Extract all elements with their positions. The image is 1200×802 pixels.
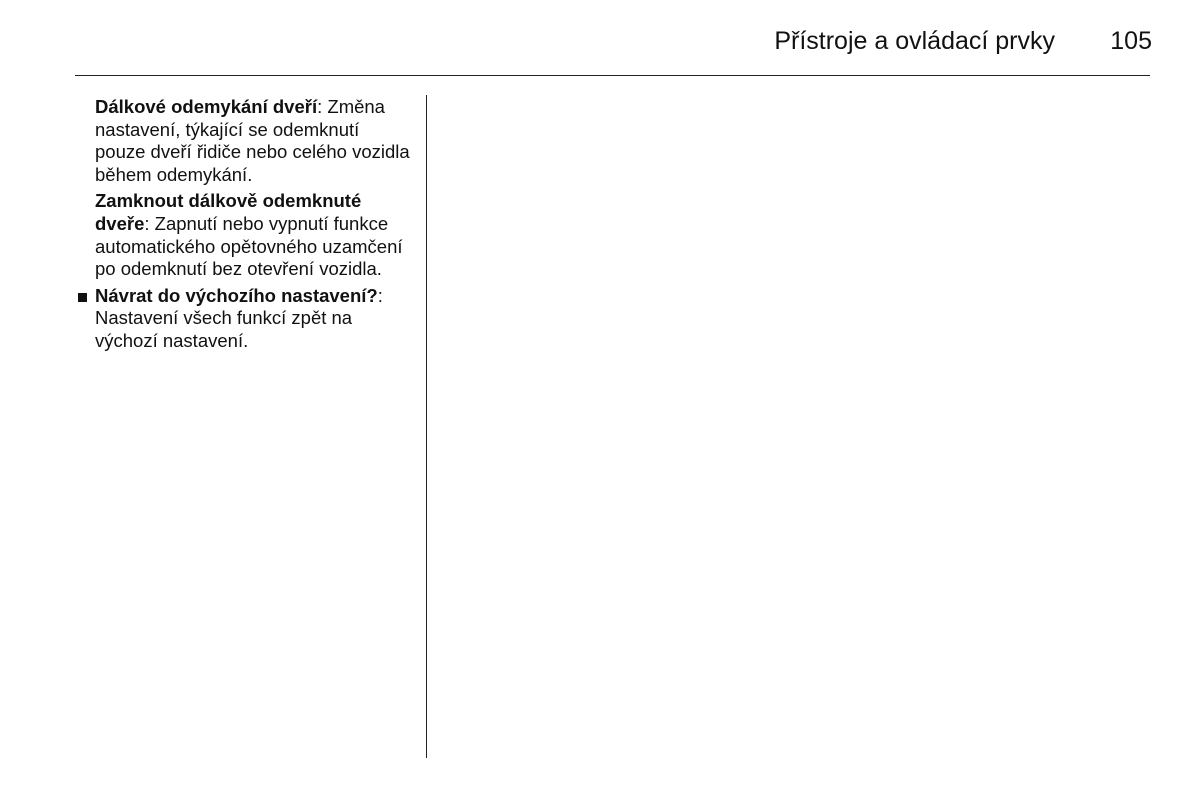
setting-description: : Změna nastavení, týkající se odemknutí pouze dveří řidiče nebo celého vozidla během odemykání. [95,96,410,185]
setting-relock-remote-unlocked [95,190,413,280]
page-header-title: Přístroje a ovládací prvky [774,27,1055,55]
bullet-factory-reset [95,285,413,353]
column-divider [426,95,427,758]
header-rule [75,75,1150,76]
left-column [95,96,413,353]
setting-term: Návrat do výchozího nastavení? [95,284,378,306]
page-number: 105 [1110,27,1152,55]
bullet-square-icon [78,293,87,302]
setting-term: Dálkové odemykání dveří [95,96,318,117]
setting-description: : Zapnutí nebo vypnutí funkce automatického opětovného uzamčení po odemknutí bez otevření vozidla. [95,212,403,280]
setting-description: : Nastavení všech funkcí zpět na výchozí nastavení. [95,284,383,351]
setting-term: Zamknout dálkově odemknuté dveře [95,190,362,234]
setting-remote-unlock [95,96,413,186]
